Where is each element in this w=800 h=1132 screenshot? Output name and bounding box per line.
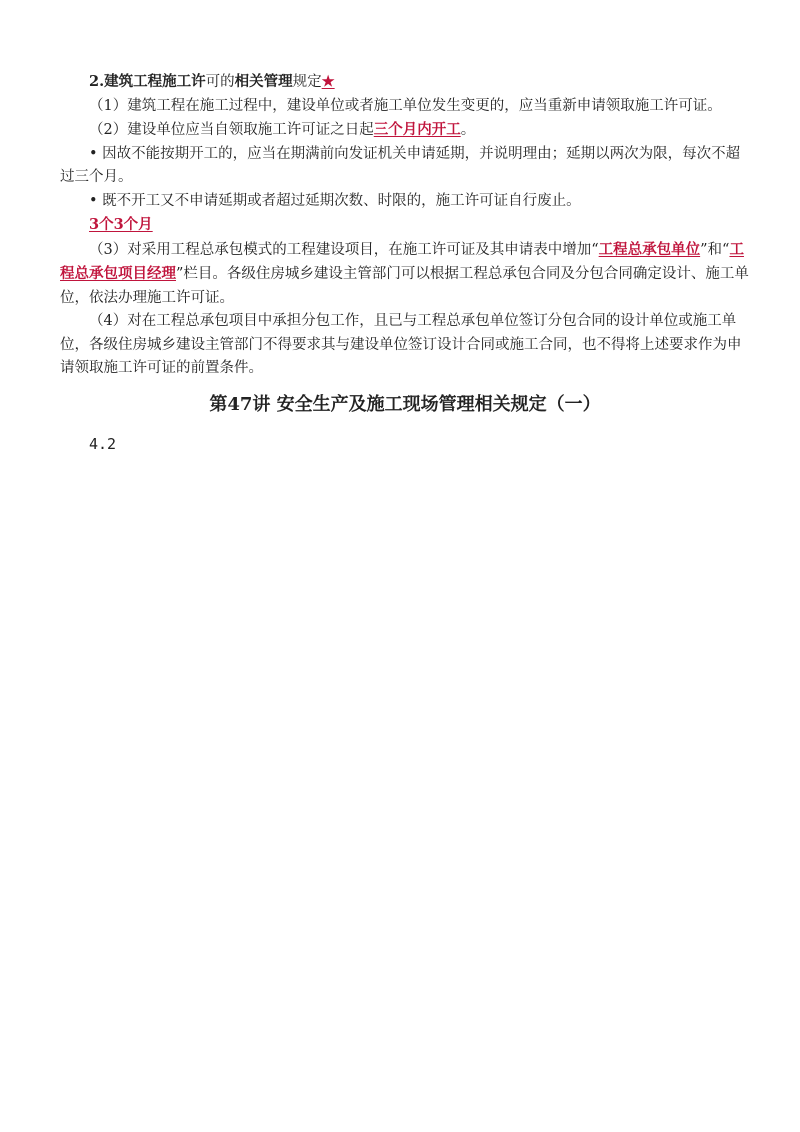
bullet-void: • 既不开工又不申请延期或者超过延期次数、时限的，施工许可证自行废止。 bbox=[89, 192, 581, 209]
heading-prefix: 2. bbox=[89, 73, 105, 90]
paragraph-2-text: （2）建设单位应当自领取施工许可证之日起 bbox=[89, 122, 374, 138]
paragraph-4: （4）对在工程总承包项目中承担分包工作，且已与工程总承包单位签订分包合同的设计单位或施工单位，各级住房城乡建设主管部门不得要求其与建设单位签订设计合同或施工合同，也不得将上述要求作为申请领取施工许可证的前置条件。 bbox=[60, 313, 742, 376]
heading-normal-part: 可的 bbox=[205, 74, 235, 90]
paragraph-2 bbox=[60, 118, 750, 143]
bullet-extension: • 因故不能按期开工的，应当在期满前向发证机关申请延期，并说明理由；延期以两次为限，每次不超过三个月。 bbox=[60, 145, 741, 185]
star-icon: ★ bbox=[321, 73, 335, 90]
paragraph-2-end: 。 bbox=[460, 122, 476, 138]
highlight-three-months: 三个月内开工 bbox=[373, 121, 461, 138]
section-number: 4.2 bbox=[89, 434, 117, 453]
heading-normal-part-2: 规定 bbox=[292, 74, 322, 90]
paragraph-3-end: ”栏目。各级住房城乡建设主管部门可以根据工程总承包合同及分包合同确定设计、施工单位，依法办理施工许可证。 bbox=[60, 266, 749, 306]
paragraph-1: （1）建筑工程在施工过程中，建设单位或者施工单位发生变更的，应当重新申请领取施工许可证。 bbox=[89, 97, 722, 114]
heading-bold-part: 建筑工程施工许 bbox=[104, 73, 206, 90]
note-text: 3个3个月 bbox=[89, 216, 153, 233]
section-heading bbox=[60, 70, 750, 95]
lecture-title: 第47讲 安全生产及施工现场管理相关规定（一） bbox=[209, 393, 601, 415]
highlight-epc-manager: 工程总承包项目经理 bbox=[60, 240, 744, 282]
heading-bold-part-2: 相关管理 bbox=[234, 73, 293, 90]
highlight-epc-unit: 工程总承包单位 bbox=[598, 240, 701, 258]
paragraph-3-text: （3）对采用工程总承包模式的工程建设项目，在施工许可证及其申请表中增加“ bbox=[89, 241, 599, 258]
note-three-months bbox=[60, 213, 750, 238]
paragraph-3 bbox=[60, 238, 750, 311]
paragraph-3-middle: ”和“ bbox=[700, 241, 730, 258]
document-page bbox=[60, 70, 750, 455]
